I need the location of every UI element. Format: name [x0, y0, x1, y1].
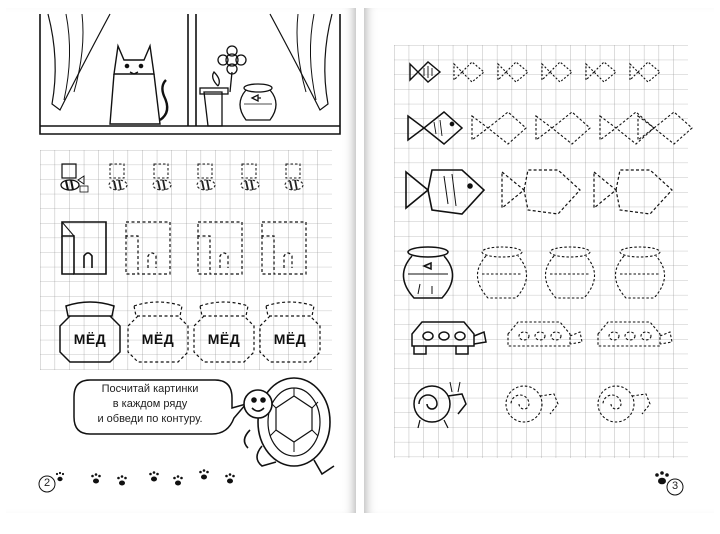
paw-print-icon [91, 473, 101, 483]
paw-print-trail [56, 469, 235, 485]
left-page-number: 2 [43, 477, 51, 489]
instruction-line: в каждом ряду [112, 398, 188, 410]
paw-print-icon [149, 471, 159, 481]
turtle-illustration [244, 378, 334, 474]
cat-drawing [110, 46, 167, 124]
honey-jar-label: МЁД [273, 331, 307, 347]
paw-print-icon [56, 472, 64, 481]
paw-print-icon [199, 469, 209, 479]
paw-print-icon [117, 475, 127, 485]
window-illustration [40, 14, 340, 134]
paw-print-icon [225, 473, 235, 483]
honey-jar-label: МЁД [141, 331, 175, 347]
honey-jar-label: МЁД [73, 331, 107, 347]
instruction-text [80, 382, 220, 427]
instruction-line: Посчитай картинки [101, 383, 199, 395]
flower-pot-drawing [200, 46, 246, 126]
instruction-line: и обведи по контуру. [97, 413, 203, 425]
paw-print-icon [173, 475, 183, 485]
honey-jar-label: МЁД [207, 331, 241, 347]
right-page-number: 3 [671, 480, 679, 492]
window-fishbowl-drawing [240, 84, 276, 120]
